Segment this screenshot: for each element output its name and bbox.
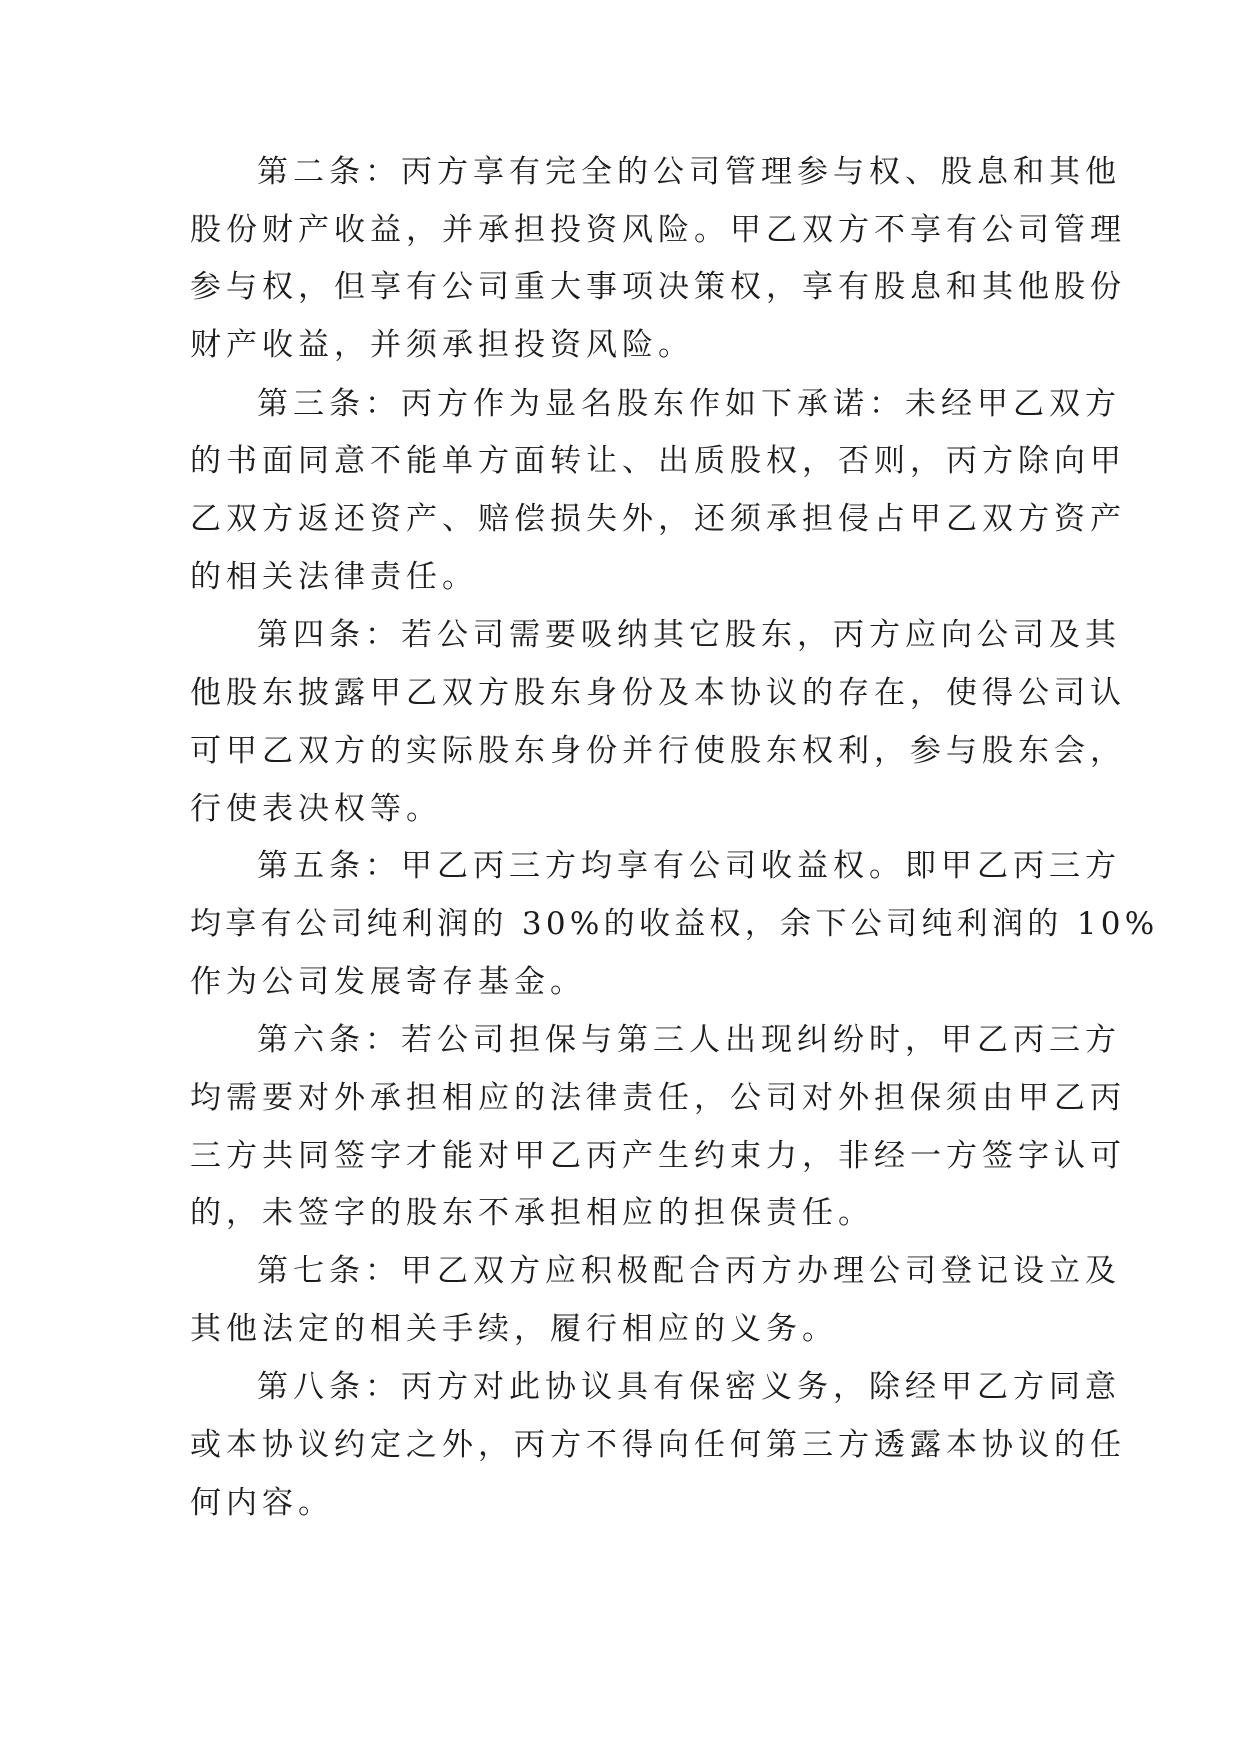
article-3-line-1: 第三条：丙方作为显名股东作如下承诺：未经甲乙双方 — [257, 386, 1121, 422]
article-6-line-1: 第六条：若公司担保与第三人出现纠纷时，甲乙丙三方 — [257, 1022, 1121, 1058]
article-8-line-1: 第八条：丙方对此协议具有保密义务，除经甲乙方同意 — [257, 1369, 1121, 1405]
article-5-line-2: 均享有公司纯利润的 30%的收益权，余下公司纯利润的 10% — [190, 906, 1159, 942]
article-4-line-3: 可甲乙双方的实际股东身份并行使股东权利，参与股东会， — [190, 733, 1126, 769]
article-2-line-1: 第二条：丙方享有完全的公司管理参与权、股息和其他 — [257, 154, 1121, 190]
article-6-line-4: 的，未签字的股东不承担相应的担保责任。 — [190, 1195, 874, 1231]
article-2-line-2: 股份财产收益，并承担投资风险。甲乙双方不享有公司管理 — [190, 212, 1126, 248]
article-4-line-2: 他股东披露甲乙双方股东身份及本协议的存在，使得公司认 — [190, 675, 1126, 711]
article-3-line-3: 乙双方返还资产、赔偿损失外，还须承担侵占甲乙双方资产 — [190, 501, 1126, 537]
article-8-line-3: 何内容。 — [190, 1485, 334, 1521]
article-2-line-4: 财产收益，并须承担投资风险。 — [190, 327, 694, 363]
article-3-line-4: 的相关法律责任。 — [190, 559, 478, 595]
article-2-line-3: 参与权，但享有公司重大事项决策权，享有股息和其他股份 — [190, 269, 1126, 305]
article-6-line-2: 均需要对外承担相应的法律责任，公司对外担保须由甲乙丙 — [190, 1080, 1126, 1116]
article-6-line-3: 三方共同签字才能对甲乙丙产生约束力，非经一方签字认可 — [190, 1138, 1126, 1174]
article-7-line-2: 其他法定的相关手续，履行相应的义务。 — [190, 1311, 838, 1347]
article-8-line-2: 或本协议约定之外，丙方不得向任何第三方透露本协议的任 — [190, 1427, 1126, 1463]
article-4-line-1: 第四条：若公司需要吸纳其它股东，丙方应向公司及其 — [257, 617, 1121, 653]
article-4-line-4: 行使表决权等。 — [190, 791, 442, 827]
article-3-line-2: 的书面同意不能单方面转让、出质股权，否则，丙方除向甲 — [190, 443, 1126, 479]
article-7-line-1: 第七条：甲乙双方应积极配合丙方办理公司登记设立及 — [257, 1253, 1121, 1289]
article-5-line-3: 作为公司发展寄存基金。 — [190, 964, 586, 1000]
article-5-line-1: 第五条：甲乙丙三方均享有公司收益权。即甲乙丙三方 — [257, 848, 1121, 884]
